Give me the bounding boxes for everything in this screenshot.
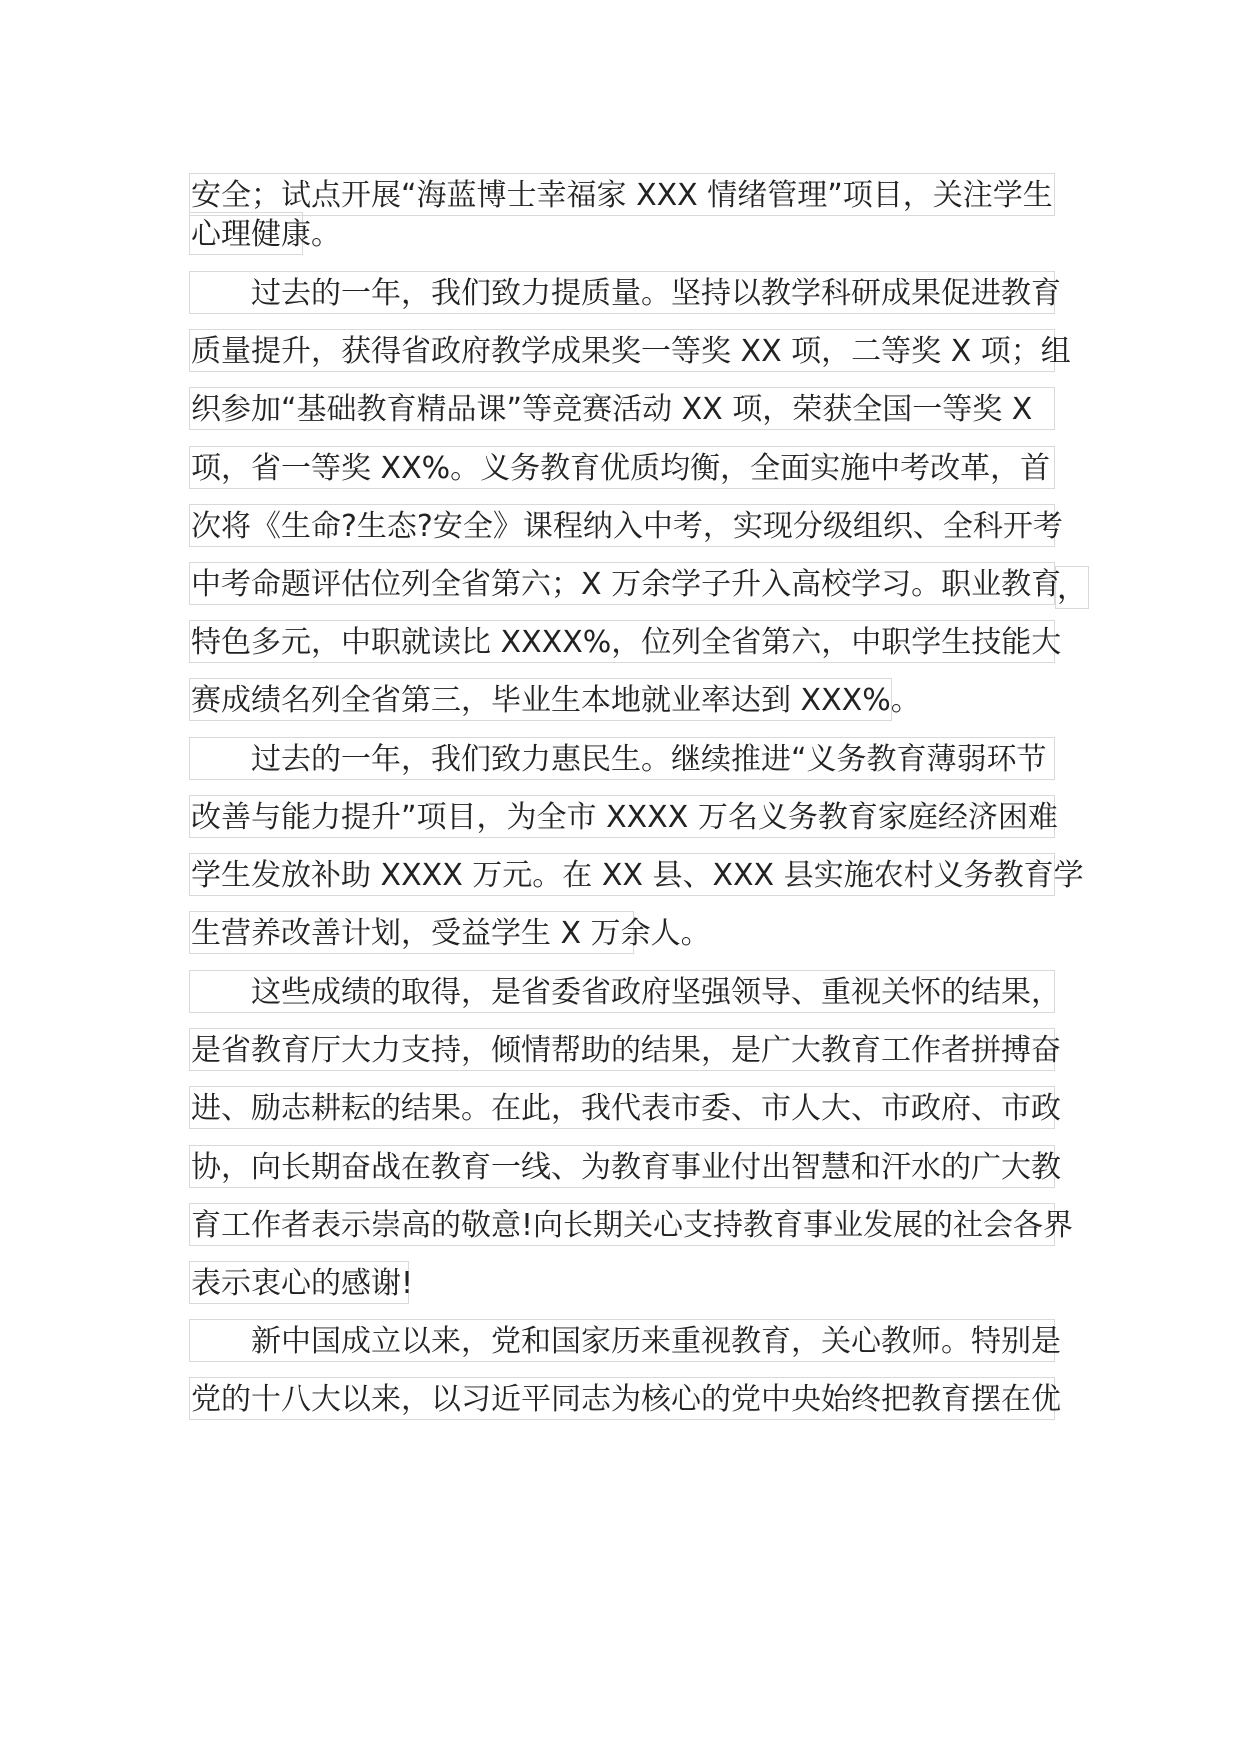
text-line: 心理健康。 xyxy=(189,212,303,255)
text-line: 改善与能力提升”项目，为全市 XXXX 万名义务教育家庭经济困难 xyxy=(189,795,1055,838)
text-line: 是省教育厅大力支持，倾情帮助的结果，是广大教育工作者拼搏奋 xyxy=(189,1028,1055,1071)
text-line: 质量提升，获得省政府教学成果奖一等奖 XX 项，二等奖 X 项；组 xyxy=(189,329,1055,372)
text-line: 中考命题评估位列全省第六；X 万余学子升入高校学习。职业教育 xyxy=(189,562,1055,605)
text-line: 安全；试点开展“海蓝博士幸福家 XXX 情绪管理”项目，关注学生 xyxy=(189,173,1055,216)
text-line: 党的十八大以来，以习近平同志为核心的党中央始终把教育摆在优 xyxy=(189,1377,1055,1420)
text-line: 织参加“基础教育精品课”等竞赛活动 XX 项，荣获全国一等奖 X xyxy=(189,387,1055,430)
paragraph-first-line: 过去的一年，我们致力提质量。坚持以教学科研成果促进教育 xyxy=(189,271,1055,314)
paragraph-first-line: 过去的一年，我们致力惠民生。继续推进“义务教育薄弱环节 xyxy=(189,737,1055,780)
paragraph-first-line: 这些成绩的取得，是省委省政府坚强领导、重视关怀的结果， xyxy=(189,970,1055,1013)
text-line: 学生发放补助 XXXX 万元。在 XX 县、XXX 县实施农村义务教育学 xyxy=(189,853,1055,896)
text-line: 协，向长期奋战在教育一线、为教育事业付出智慧和汗水的广大教 xyxy=(189,1145,1055,1188)
text-line: 表示衷心的感谢! xyxy=(189,1261,409,1304)
text-line: 项，省一等奖 XX%。义务教育优质均衡，全面实施中考改革，首 xyxy=(189,446,1055,489)
text-line: 生营养改善计划，受益学生 X 万余人。 xyxy=(189,911,634,954)
overflow-comma: ， xyxy=(1055,566,1089,609)
text-line: 赛成绩名列全省第三，毕业生本地就业率达到 XXX%。 xyxy=(189,678,892,721)
text-line: 进、励志耕耘的结果。在此，我代表市委、市人大、市政府、市政 xyxy=(189,1086,1055,1129)
text-line: 次将《生命?生态?安全》课程纳入中考，实现分级组织、全科开考 xyxy=(189,504,1055,547)
paragraph-first-line: 新中国成立以来，党和国家历来重视教育，关心教师。特别是 xyxy=(189,1319,1055,1362)
text-line: 特色多元，中职就读比 XXXX%，位列全省第六，中职学生技能大 xyxy=(189,620,1055,663)
text-line: 育工作者表示崇高的敬意!向长期关心支持教育事业发展的社会各界 xyxy=(189,1203,1055,1246)
